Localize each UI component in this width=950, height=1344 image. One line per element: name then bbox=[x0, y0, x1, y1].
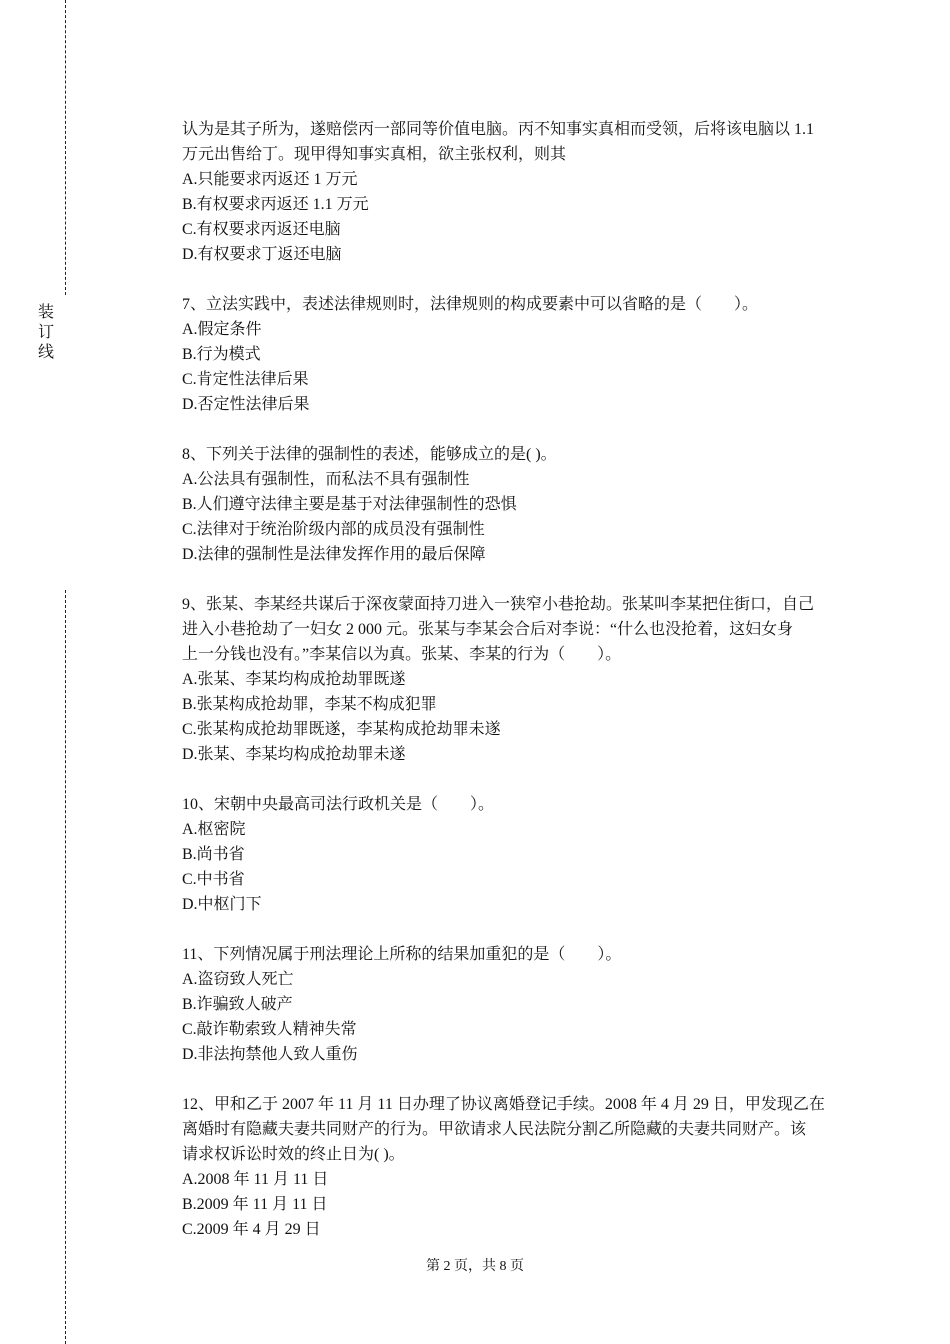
option-a: A.张某、李某均构成抢劫罪既遂 bbox=[182, 671, 406, 688]
question-stem-line: 离婚时有隐藏夫妻共同财产的行为。甲欲请求人民法院分割乙所隐藏的夫妻共同财产。该 bbox=[182, 1121, 807, 1138]
binding-char-3: 线 bbox=[37, 344, 54, 361]
question-stem-line: 11、下列情况属于刑法理论上所称的结果加重犯的是（ ）。 bbox=[182, 946, 622, 963]
option-c: C.肯定性法律后果 bbox=[182, 371, 309, 388]
option-c: C.敲诈勒索致人精神失常 bbox=[182, 1021, 357, 1038]
binding-char-2: 订 bbox=[37, 324, 54, 341]
option-c: C.中书省 bbox=[182, 871, 245, 888]
option-b: B.2009 年 11 月 11 日 bbox=[182, 1196, 328, 1213]
option-d: D.中枢门下 bbox=[182, 896, 262, 913]
question-stem-line: 万元出售给丁。现甲得知事实真相，欲主张权利，则其 bbox=[182, 146, 567, 163]
option-d: D.否定性法律后果 bbox=[182, 396, 310, 413]
option-a: A.2008 年 11 月 11 日 bbox=[182, 1171, 329, 1188]
question-6 bbox=[182, 117, 842, 267]
question-12 bbox=[182, 1092, 842, 1242]
option-c: C.2009 年 4 月 29 日 bbox=[182, 1221, 321, 1238]
option-a: A.公法具有强制性，而私法不具有强制性 bbox=[182, 471, 470, 488]
option-d: D.张某、李某均构成抢劫罪未遂 bbox=[182, 746, 406, 763]
option-d: D.非法拘禁他人致人重伤 bbox=[182, 1046, 358, 1063]
page-number-footer: 第 2 页，共 8 页 bbox=[426, 1259, 524, 1274]
option-b: B.诈骗致人破产 bbox=[182, 996, 293, 1013]
binding-char-1: 装 bbox=[37, 304, 54, 321]
question-9 bbox=[182, 592, 842, 767]
question-list bbox=[182, 117, 842, 1242]
option-b: B.尚书省 bbox=[182, 846, 245, 863]
question-11 bbox=[182, 942, 842, 1067]
option-d: D.法律的强制性是法律发挥作用的最后保障 bbox=[182, 546, 486, 563]
question-stem-line: 12、甲和乙于 2007 年 11 月 11 日办理了协议离婚登记手续。2008 年 4 月 29 日，甲发现乙在 bbox=[182, 1096, 825, 1113]
option-a: A.只能要求丙返还 1 万元 bbox=[182, 171, 358, 188]
option-c: C.张某构成抢劫罪既遂，李某构成抢劫罪未遂 bbox=[182, 721, 501, 738]
question-stem-line: 请求权诉讼时效的终止日为( )。 bbox=[182, 1146, 405, 1163]
question-10 bbox=[182, 792, 842, 917]
question-stem-line: 上一分钱也没有。”李某信以为真。张某、李某的行为（ ）。 bbox=[182, 646, 622, 663]
binding-line-top bbox=[65, 0, 66, 295]
option-b: B.行为模式 bbox=[182, 346, 261, 363]
option-c: C.有权要求丙返还电脑 bbox=[182, 221, 341, 238]
option-b: B.人们遵守法律主要是基于对法律强制性的恐惧 bbox=[182, 496, 517, 513]
question-stem-line: 7、立法实践中，表述法律规则时，法律规则的构成要素中可以省略的是（ ）。 bbox=[182, 296, 759, 313]
question-stem-line: 认为是其子所为，遂赔偿丙一部同等价值电脑。丙不知事实真相而受领，后将该电脑以 1.1 bbox=[182, 121, 815, 138]
question-8 bbox=[182, 442, 842, 567]
binding-label bbox=[36, 303, 56, 363]
option-a: A.枢密院 bbox=[182, 821, 246, 838]
binding-line-bottom bbox=[65, 590, 66, 1344]
option-b: B.有权要求丙返还 1.1 万元 bbox=[182, 196, 369, 213]
question-stem-line: 9、张某、李某经共谋后于深夜蒙面持刀进入一狭窄小巷抢劫。张某叫李某把住街口，自己 bbox=[182, 596, 815, 613]
option-d: D.有权要求丁返还电脑 bbox=[182, 246, 342, 263]
question-stem-line: 进入小巷抢劫了一妇女 2 000 元。张某与李某会合后对李说：“什么也没抢着，这妇女身 bbox=[182, 621, 794, 638]
option-a: A.盗窃致人死亡 bbox=[182, 971, 294, 988]
question-7 bbox=[182, 292, 842, 417]
option-b: B.张某构成抢劫罪，李某不构成犯罪 bbox=[182, 696, 437, 713]
question-stem-line: 10、宋朝中央最高司法行政机关是（ ）。 bbox=[182, 796, 495, 813]
option-c: C.法律对于统治阶级内部的成员没有强制性 bbox=[182, 521, 485, 538]
option-a: A.假定条件 bbox=[182, 321, 262, 338]
question-stem-line: 8、下列关于法律的强制性的表述，能够成立的是( )。 bbox=[182, 446, 557, 463]
